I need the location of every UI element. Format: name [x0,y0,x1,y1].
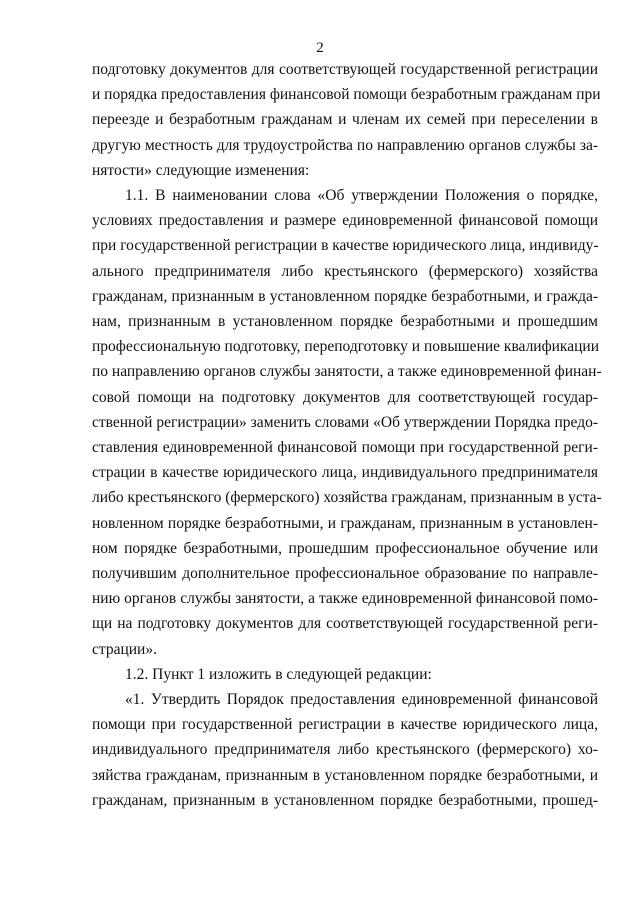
page-number: 2 [316,40,324,56]
text-line: при государственной регистрации в качестве юридического лица, индивиду- [92,237,599,255]
text-line: страции в качестве юридического лица, индивидуального предпринимателя [92,464,598,482]
text-line: новленном порядке безработными, и гражданам, признанным в установлен- [92,514,598,532]
text-line: гражданам, признанным в установленном порядке безработными, прошед- [92,791,598,809]
text-line: совой помощи на подготовку документов для соответствующей государ- [92,388,598,406]
text-line: получившим дополнительное профессиональное образование по направле- [92,565,598,582]
text-line: гражданам, признанным в установленном порядке безработными, и гражда- [92,287,598,305]
text-line: зяйства гражданам, признанным в установленном порядке безработными, и [92,766,598,784]
text-line: нию органов службы занятости, а также единовременной финансовой помо- [92,590,598,608]
text-line: нам, признанным в установленном порядке безработными и прошедшим [92,313,598,330]
text-line: щи на подготовку документов для соответствующей государственной реги- [92,615,598,633]
text-line: ального предпринимателя либо крестьянского (фермерского) хозяйства [92,262,598,280]
text-line: нятости» следующие изменения: [92,161,310,179]
text-line: переезде и безработным гражданам и членам их семей при переселении в [92,111,598,129]
text-line: ственной регистрации» заменить словами «Об утверждении Порядка предо- [92,413,598,431]
text-line: либо крестьянского (фермерского) хозяйства гражданам, признанным в уста- [92,489,602,507]
text-line: индивидуального предпринимателя либо крестьянского (фермерского) хо- [92,741,598,759]
text-line: другую местность для трудоустройства по направлению органов службы за- [92,136,598,154]
text-line: подготовку документов для соответствующей государственной регистрации [92,61,598,78]
text-line: помощи при государственной регистрации в качестве юридического лица, [92,716,598,734]
text-line: «1. Утвердить Порядок предоставления единовременной финансовой [125,691,598,708]
text-line: ном порядке безработными, прошедшим профессиональное обучение или [92,539,598,557]
text-line: по направлению органов службы занятости, а также единовременной финан- [92,363,602,381]
text-line: условиях предоставления и размере единовременной финансовой помощи [92,212,598,230]
text-line: и порядка предоставления финансовой помощи безработным гражданам при [92,86,601,104]
text-line: ставления единовременной финансовой помощи при государственной реги- [92,439,598,456]
text-line: 1.2. Пункт 1 изложить в следующей редакции: [125,665,432,683]
text-line: 1.1. В наименовании слова «Об утверждении Положения о порядке, [125,187,598,204]
text-line: страции». [92,640,157,658]
text-line: профессиональную подготовку, переподготовку и повышение квалификации [92,338,599,356]
